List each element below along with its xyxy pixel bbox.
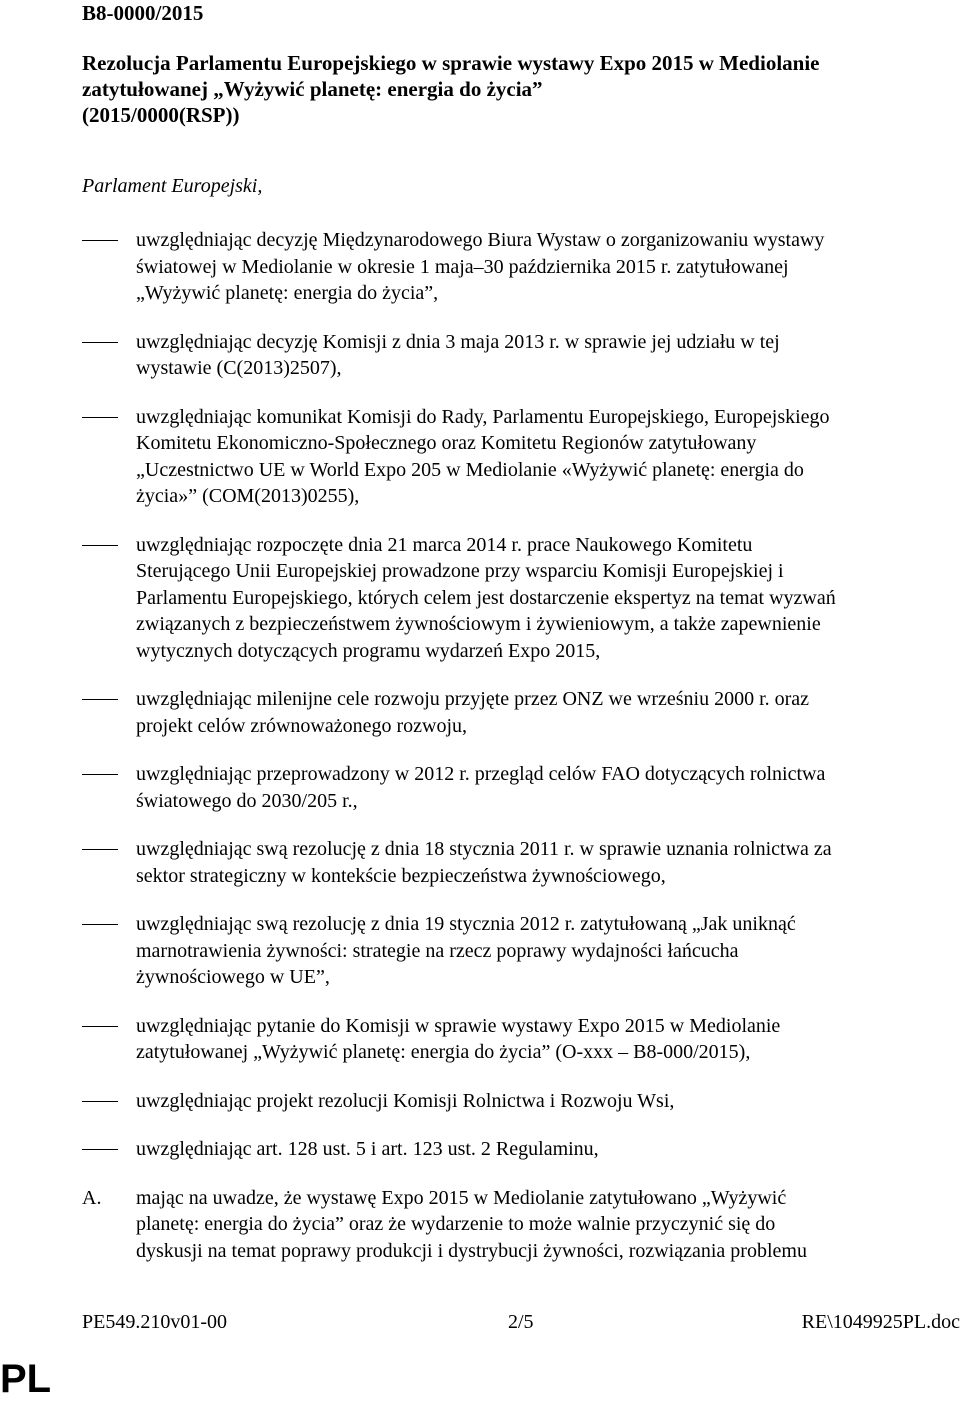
text-line: uwzględniając swą rezolucję z dnia 19 stycznia 2012 r. zatytułowaną „Jak uniknąć	[136, 913, 796, 935]
citation-text	[136, 532, 960, 665]
preamble: Parlament Europejski,	[82, 175, 263, 197]
dash-bullet	[82, 1101, 118, 1102]
citation-text	[136, 329, 960, 382]
page-footer	[82, 1309, 960, 1335]
text-line: życia»” (COM(2013)0255),	[136, 485, 360, 507]
text-line: „Uczestnictwo UE w World Expo 205 w Mediolanie «Wyżywić planetę: energia do	[136, 458, 804, 481]
footer-page-number: 2/5	[508, 1311, 534, 1333]
citation-text	[136, 1088, 960, 1115]
citation-text	[136, 911, 960, 991]
text-line: marnotrawienia żywności: strategie na rzecz poprawy wydajności łańcucha	[136, 939, 739, 962]
text-line: mając na uwadze, że wystawę Expo 2015 w Mediolanie zatytułowano „Wyżywić	[136, 1186, 787, 1209]
text-line: wytycznych dotyczących programu wydarzeń Expo 2015,	[136, 639, 601, 662]
citation-item	[82, 532, 960, 665]
text-line: uwzględniając rozpoczęte dnia 21 marca 2014 r. prace Naukowego Komitetu	[136, 533, 753, 556]
citation-text	[136, 227, 960, 307]
text-line: uwzględniając przeprowadzony w 2012 r. przegląd celów FAO dotyczących rolnictwa	[136, 763, 826, 785]
citation-text	[136, 1013, 960, 1066]
text-line: „Wyżywić planetę: energia do życia”,	[136, 282, 439, 304]
citation-text	[136, 836, 960, 889]
text-line: uwzględniając komunikat Komisji do Rady, Parlamentu Europejskiego, Europejskiego	[136, 405, 830, 428]
dash-bullet	[82, 545, 118, 546]
title-line: zatytułowanej „Wyżywić planetę: energia do życia”	[82, 77, 543, 101]
text-line: związanych z bezpieczeństwem żywnościowym i żywieniowym, a także zapewnienie	[136, 613, 821, 635]
dash-bullet	[82, 849, 118, 850]
citation-item	[82, 404, 960, 510]
citation-text	[136, 1136, 960, 1163]
recital-item	[82, 1185, 960, 1265]
title-line: Rezolucja Parlamentu Europejskiego w sprawie wystawy Expo 2015 w Mediolanie	[82, 51, 820, 75]
text-line: światowej w Mediolanie w okresie 1 maja–30 października 2015 r. zatytułowanej	[136, 255, 789, 278]
text-line: żywnościowego w UE”,	[136, 966, 330, 988]
text-line: uwzględniając decyzję Międzynarodowego Biura Wystaw o zorganizowaniu wystawy	[136, 229, 825, 251]
dash-bullet	[82, 1149, 118, 1150]
text-line: wystawie (C(2013)2507),	[136, 357, 342, 379]
dash-bullet	[82, 240, 118, 241]
text-line: zatytułowanej „Wyżywić planetę: energia do życia” (O-xxx – B8-000/2015),	[136, 1041, 751, 1063]
citation-item	[82, 1088, 960, 1115]
text-line: uwzględniając pytanie do Komisji w sprawie wystawy Expo 2015 w Mediolanie	[136, 1014, 781, 1037]
text-line: uwzględniając decyzję Komisji z dnia 3 maja 2013 r. w sprawie jej udziału w tej	[136, 330, 780, 353]
title-line: (2015/0000(RSP))	[82, 103, 240, 127]
text-line: Parlamentu Europejskiego, których celem jest dostarczenie ekspertyz na temat wyzwań	[136, 586, 836, 609]
text-line: Sterującego Unii Europejskiej prowadzone przy wsparciu Komisji Europejskiej i	[136, 560, 784, 582]
citation-item	[82, 836, 960, 889]
text-line: dyskusji na temat poprawy produkcji i dystrybucji żywności, rozwiązania problemu	[136, 1239, 807, 1262]
text-line: sektor strategiczny w kontekście bezpieczeństwa żywnościowego,	[136, 864, 666, 887]
footer-file-name: RE\1049925PL.doc	[801, 1311, 960, 1333]
dash-bullet	[82, 924, 118, 925]
text-line: uwzględniając projekt rezolucji Komisji Rolnictwa i Rozwoju Wsi,	[136, 1089, 675, 1112]
text-line: uwzględniając art. 128 ust. 5 i art. 123 ust. 2 Regulaminu,	[136, 1138, 599, 1160]
citation-item	[82, 911, 960, 991]
footer-document-number: PE549.210v01-00	[82, 1311, 227, 1333]
citation-text	[136, 1185, 960, 1265]
dash-bullet	[82, 1026, 118, 1027]
text-line: planetę: energia do życia” oraz że wydarzenie to może walnie przyczynić się do	[136, 1213, 776, 1235]
citation-list	[82, 227, 960, 1286]
language-mark: PL	[0, 1357, 52, 1401]
document-reference: B8-0000/2015	[82, 1, 204, 25]
citation-item	[82, 686, 960, 739]
citation-item	[82, 761, 960, 814]
text-line: światowego do 2030/205 r.,	[136, 789, 358, 812]
citation-item	[82, 1013, 960, 1066]
citation-text	[136, 761, 960, 814]
text-line: uwzględniając milenijne cele rozwoju przyjęte przez ONZ we wrześniu 2000 r. oraz	[136, 688, 810, 710]
citation-item	[82, 329, 960, 382]
text-line: Komitetu Ekonomiczno-Społecznego oraz Komitetu Regionów zatytułowany	[136, 432, 757, 454]
recital-marker: A.	[82, 1186, 102, 1209]
citation-item	[82, 227, 960, 307]
dash-bullet	[82, 417, 118, 418]
text-line: projekt celów zrównoważonego rozwoju,	[136, 714, 467, 737]
document-title	[82, 50, 952, 128]
citation-item	[82, 1136, 960, 1163]
text-line: uwzględniając swą rezolucję z dnia 18 stycznia 2011 r. w sprawie uznania rolnictwa za	[136, 838, 832, 860]
dash-bullet	[82, 699, 118, 700]
citation-text	[136, 404, 960, 510]
citation-text	[136, 686, 960, 739]
dash-bullet	[82, 774, 118, 775]
dash-bullet	[82, 342, 118, 343]
